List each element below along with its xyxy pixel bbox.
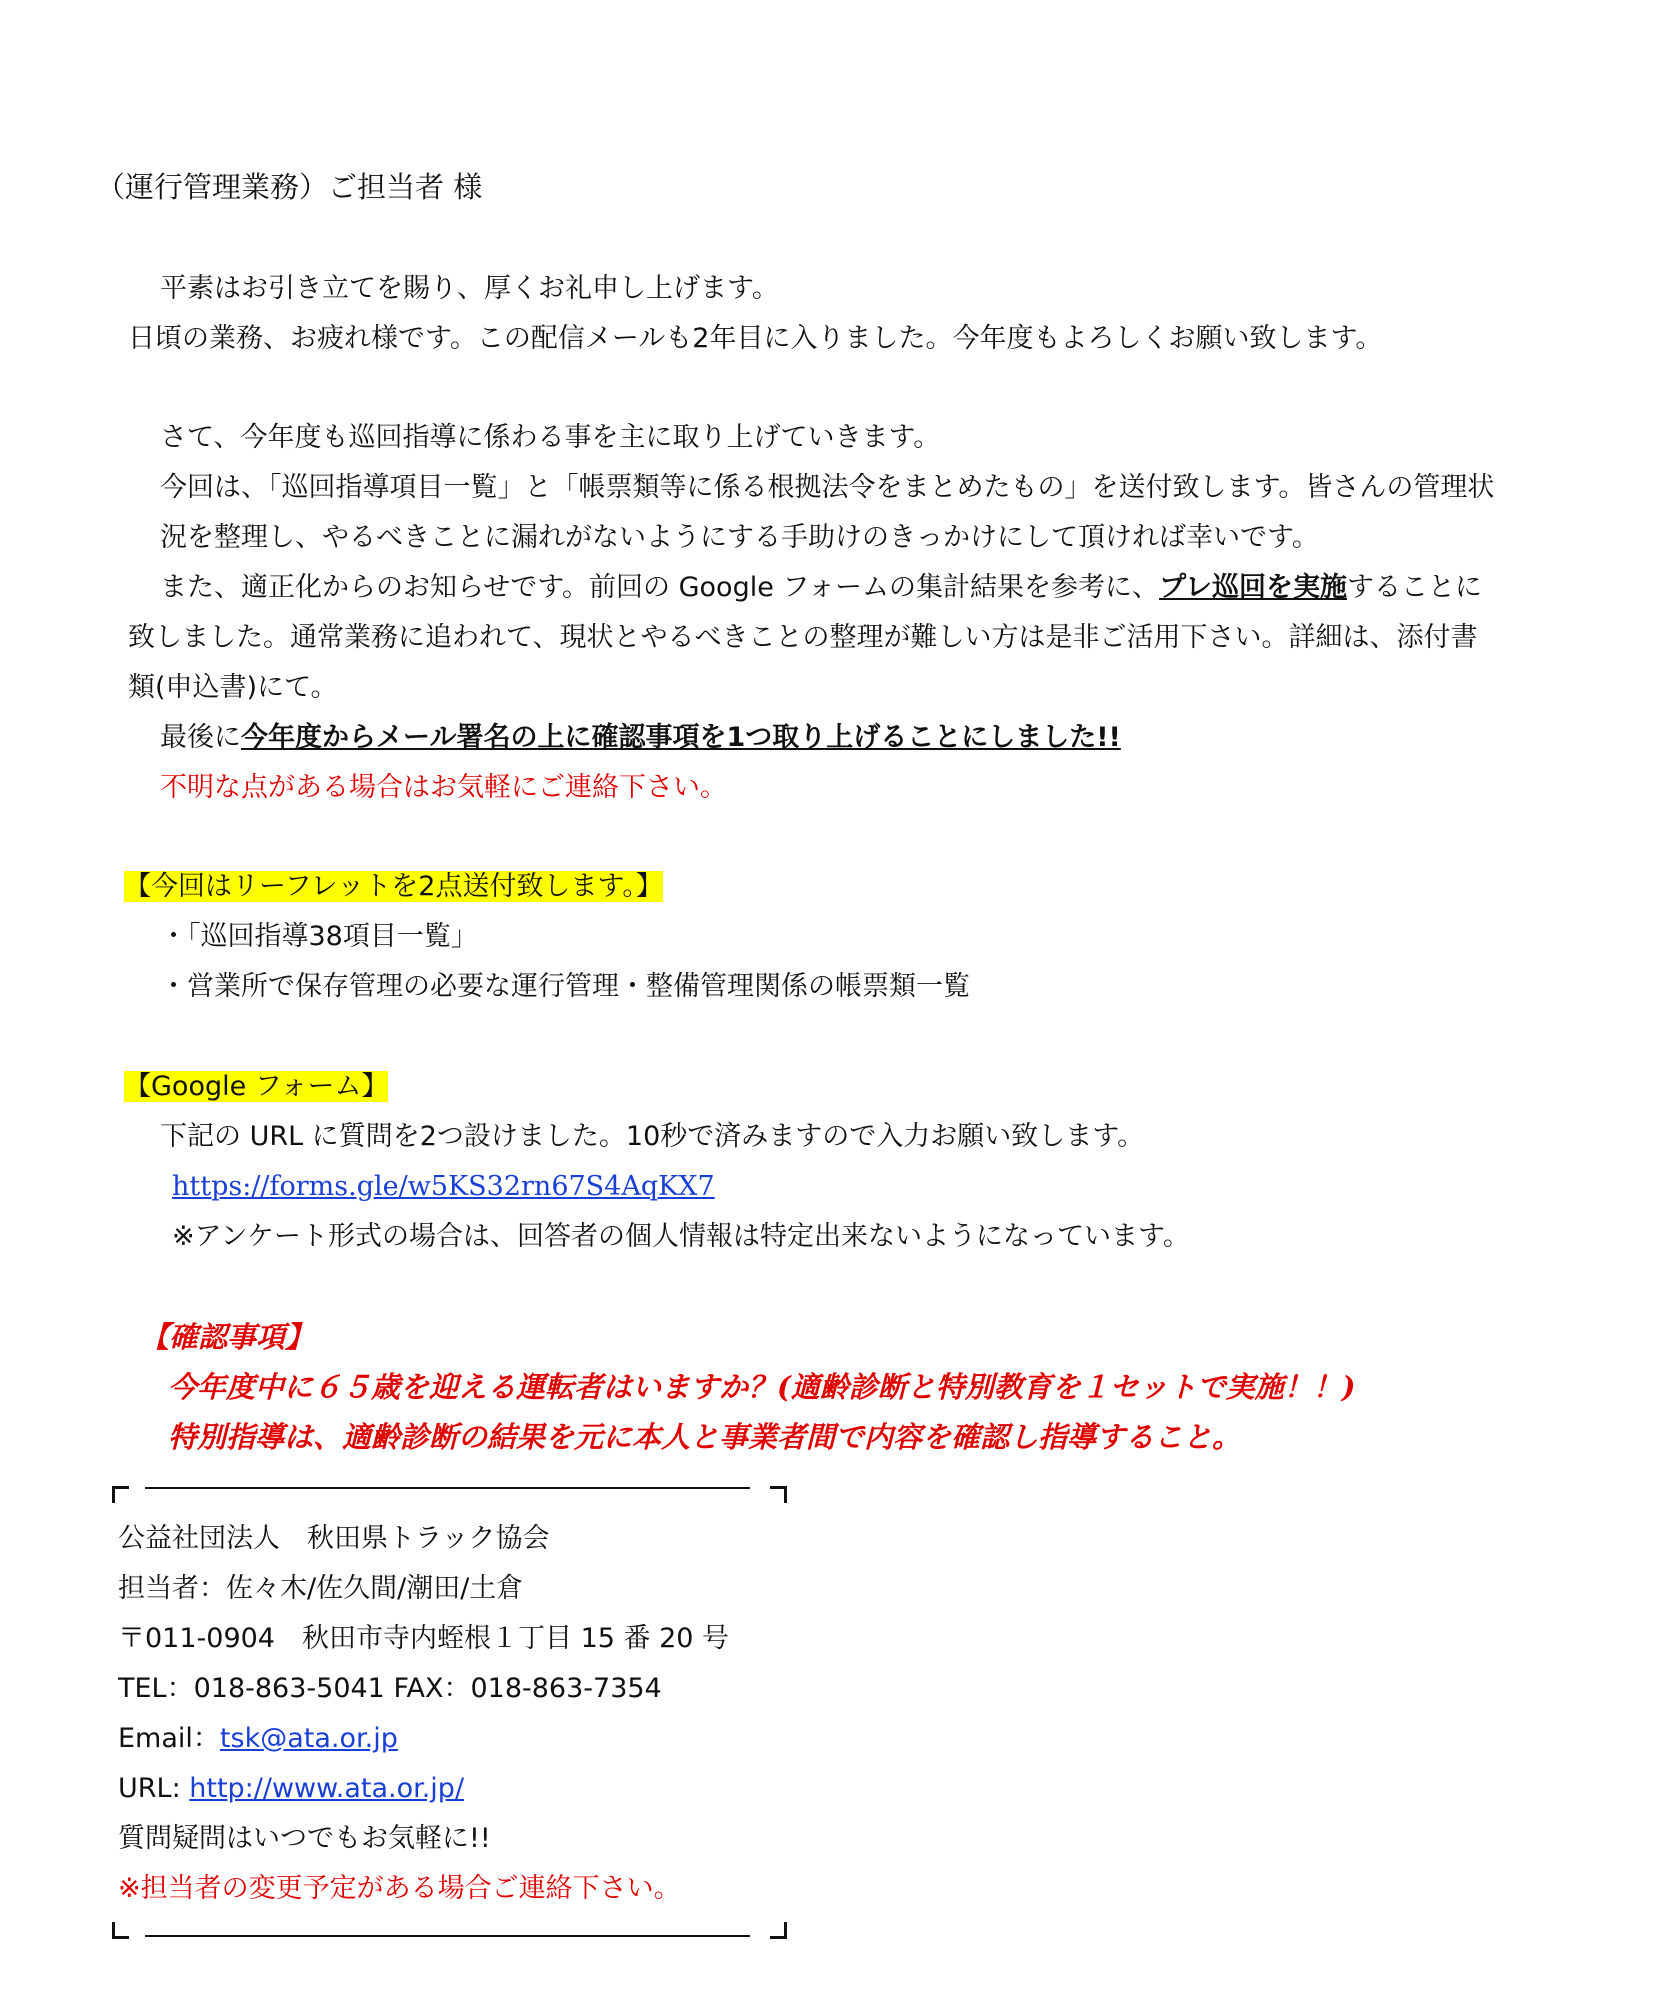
google-form-heading-text: 【Google フォーム】: [124, 1071, 389, 1102]
google-form-url-link[interactable]: https://forms.gle/w5KS32rn67S4AqKX7: [172, 1171, 715, 1202]
confirm-line-2: 特別指導は、適齢診断の結果を元に本人と事業者間で内容を確認し指導すること。: [168, 1420, 1242, 1454]
p3-pre: また、適正化からのお知らせです。前回の Google フォームの集計結果を参考に、: [160, 572, 1160, 603]
signature-address: 〒011-0904 秋田市寺内蛭根１丁目 15 番 20 号: [118, 1623, 730, 1654]
leaflet-heading-text: 【今回はリーフレットを2点送付致します。】: [124, 871, 663, 902]
confirm-heading: 【確認事項】: [140, 1320, 315, 1354]
body-paragraph-2-line-1: 今回は、「巡回指導項目一覧」と「帳票類等に係る根拠法令をまとめたもの」を送付致します。皆さんの管理状: [160, 472, 1495, 503]
p3-post: することに: [1346, 572, 1482, 603]
p3-emphasis: プレ巡回を実施: [1159, 572, 1347, 603]
signature-org: 公益社団法人 秋田県トラック協会: [118, 1523, 550, 1554]
signature-staff: 担当者：佐々木/佐久間/潮田/土倉: [118, 1573, 524, 1604]
signature-bottom-rule: [145, 1935, 750, 1937]
signature-top-rule: [145, 1487, 750, 1489]
signature-contact: 質問疑問はいつでもお気軽に!!: [118, 1823, 491, 1854]
body-paragraph-3-line-1: [160, 571, 1482, 605]
body-paragraph-1: さて、今年度も巡回指導に係わる事を主に取り上げていきます。: [160, 422, 941, 453]
signature-email-link[interactable]: tsk@ata.or.jp: [219, 1723, 398, 1754]
signature-email-label: Email：: [118, 1723, 220, 1754]
leaflet-item-2: ・営業所で保存管理の必要な運行管理・整備管理関係の帳票類一覧: [160, 971, 970, 1002]
p4-pre: 最後に: [160, 722, 241, 753]
signature-frame-bottom-right-corner: [770, 1922, 787, 1939]
p4-emphasis: 今年度からメール署名の上に確認事項を1つ取り上げることにしました!!: [241, 722, 1121, 753]
signature-url-row: [118, 1772, 464, 1806]
body-paragraph-3-line-3: 類(申込書)にて。: [128, 672, 338, 703]
leaflet-heading: [124, 870, 663, 904]
signature-frame-top-left-corner: [112, 1486, 129, 1503]
body-paragraph-4: [160, 721, 1121, 755]
signature-url-label: URL:: [118, 1773, 190, 1804]
body-paragraph-2-line-2: 況を整理し、やるべきことに漏れがないようにする手助けのきっかけにして頂ければ幸いです。: [160, 522, 1319, 553]
body-paragraph-3-line-2: 致しました。通常業務に追われて、現状とやるべきことの整理が難しい方は是非ご活用下さい。詳細は、添付書: [128, 622, 1478, 653]
intro-line-1: 平素はお引き立てを賜り、厚くお礼申し上げます。: [160, 273, 779, 304]
confirm-line-1: 今年度中に６５歳を迎える運転者はいますか？(適齢診断と特別教育を１セットで実施！！): [168, 1370, 1356, 1404]
google-form-heading: [124, 1070, 388, 1104]
intro-line-2: 日頃の業務、お疲れ様です。この配信メールも2年目に入りました。今年度もよろしくお願い致します。: [128, 323, 1383, 354]
signature-url-link[interactable]: http://www.ata.or.jp/: [189, 1773, 465, 1804]
signature-frame-bottom-left-corner: [112, 1922, 129, 1939]
body-paragraph-5: 不明な点がある場合はお気軽にご連絡下さい。: [160, 772, 727, 803]
leaflet-item-1: ・「巡回指導38項目一覧」: [160, 921, 478, 952]
signature-tel-fax: TEL：018-863-5041 FAX：018-863-7354: [118, 1673, 662, 1704]
signature-frame-top-right-corner: [770, 1486, 787, 1503]
google-form-text: 下記の URL に質問を2つ設けました。10秒で済みますので入力お願い致します。: [160, 1121, 1145, 1152]
google-form-note: ※アンケート形式の場合は、回答者の個人情報は特定出来ないようになっています。: [172, 1221, 1190, 1252]
signature-notice: ※担当者の変更予定がある場合ご連絡下さい。: [118, 1873, 681, 1904]
salutation: （運行管理業務）ご担当者 様: [96, 170, 483, 204]
signature-email-row: [118, 1722, 398, 1756]
